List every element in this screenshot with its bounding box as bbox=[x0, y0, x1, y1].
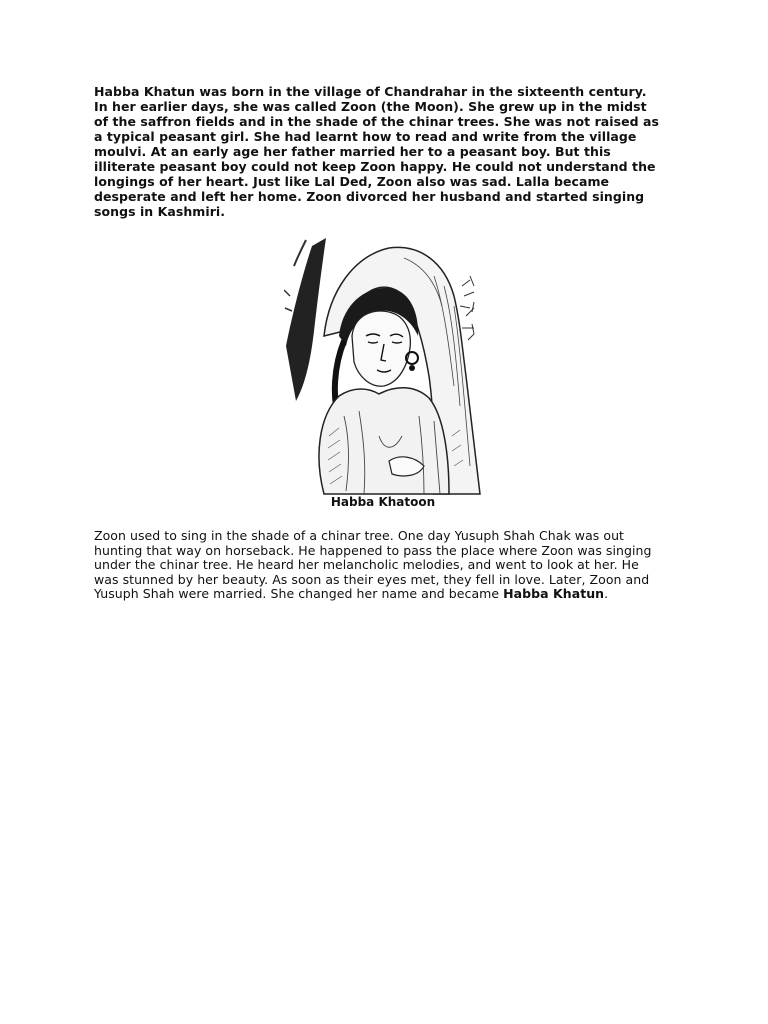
paragraph-line: under the chinar tree. He heard her melancholic melodies, and went to look at her. He bbox=[94, 557, 639, 572]
end-punctuation: . bbox=[604, 586, 609, 601]
paragraph-line: Zoon used to sing in the shade of a chinar tree. One day Yusuph Shah Chak was out bbox=[94, 528, 624, 543]
intro-paragraph bbox=[94, 84, 674, 219]
paragraph-line: In her earlier days, she was called Zoon (the Moon). She grew up in the midst bbox=[94, 99, 647, 114]
paragraph-line-text: Yusuph Shah were married. She changed her name and became bbox=[94, 586, 504, 601]
paragraph-line: a typical peasant girl. She had learnt how to read and write from the village bbox=[94, 129, 637, 144]
paragraph-line: desperate and left her home. Zoon divorced her husband and started singing bbox=[94, 189, 645, 204]
paragraph-line bbox=[94, 587, 684, 602]
portrait-illustration bbox=[284, 236, 482, 496]
paragraph-line: of the saffron fields and in the shade of the chinar trees. She was not raised as bbox=[94, 114, 659, 129]
emphasized-name: Habba Khatun bbox=[503, 586, 605, 601]
paragraph-line: songs in Kashmiri. bbox=[94, 204, 226, 219]
paragraph-line: was stunned by her beauty. As soon as their eyes met, they fell in love. Later, Zoon and bbox=[94, 571, 650, 587]
paragraph-line: longings of her heart. Just like Lal Ded, Zoon also was sad. Lalla became bbox=[94, 174, 610, 189]
figure-caption: Habba Khatoon bbox=[330, 495, 436, 509]
paragraph-line: Habba Khatun was born in the village of Chandrahar in the sixteenth century. bbox=[94, 84, 647, 99]
story-paragraph bbox=[94, 529, 684, 602]
paragraph-line: moulvi. At an early age her father married her to a peasant boy. But this bbox=[94, 144, 611, 159]
paragraph-line: hunting that way on horseback. He happened to pass the place where Zoon was singing bbox=[94, 542, 652, 558]
woman-portrait-sketch bbox=[284, 236, 482, 496]
paragraph-line: illiterate peasant boy could not keep Zoon happy. He could not understand the bbox=[94, 159, 656, 174]
